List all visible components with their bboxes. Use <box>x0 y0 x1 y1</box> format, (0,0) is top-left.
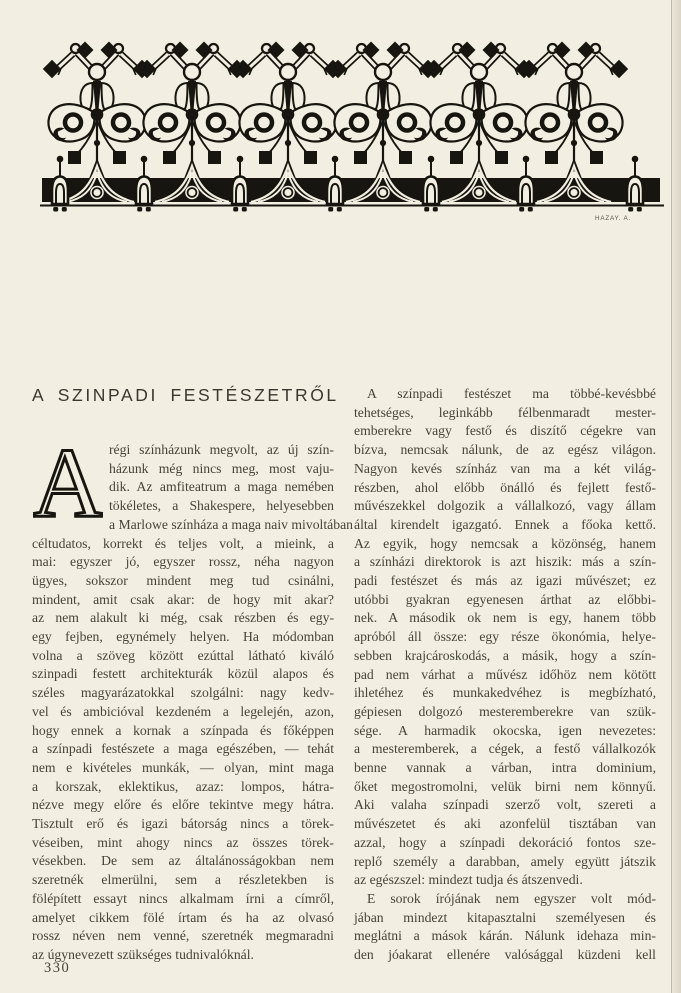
text-line: nek. A második ok nem is egy, hanem több <box>354 610 656 626</box>
text-line: művészekkel dolgozik a vállalkozó, vagy állam <box>354 498 656 514</box>
text-line: Az egyik, hogy nemcsak a közönség, hanem <box>354 535 656 551</box>
text-line: házunk még nincs meg, most vaju- <box>109 460 334 476</box>
right-column <box>354 385 656 965</box>
text-line: őket megostromolni, velük birni nem könnyű. <box>354 778 656 794</box>
text-line: apróból áll össze: egy része ökonómia, helye- <box>354 629 656 645</box>
text-line: az egészszel: mindezt tudja és átszenvedi. <box>354 872 583 888</box>
text-line: a színházi direktorok is azt hiszik: más a szín- <box>354 554 656 570</box>
text-line: den jóakarat ellenére valósággal küzdeni kell <box>354 947 656 963</box>
text-line: A színpadi festészet ma többé-kevésbbé <box>367 386 656 401</box>
text-line: tehetséges, leginkább félbenmaradt mester- <box>354 404 656 420</box>
text-line: pad nem várhat a művész időhöz nem kötött <box>354 666 656 682</box>
text-line: replő személy a darabban, amely együtt játszik <box>354 853 656 869</box>
text-line: a mesteremberek, a cégek, a festő vállalkozók <box>354 741 656 757</box>
text-line: meglátni a mások kárán. Nálunk idehaza min- <box>354 928 656 944</box>
text-line: rossz néven nem venné, szeretnék megmaradni <box>32 928 334 944</box>
text-line: a Marlowe színháza a maga naiv mivoltában <box>109 516 353 532</box>
text-line: hogy ennek a kornak a színpada és főképpen <box>32 722 334 738</box>
text-line: dik. Az amfiteatrum a maga nemében <box>109 479 334 495</box>
page-edge-shadow <box>671 0 681 993</box>
text-line: szeretnék elmerülni, sem a részletekben is <box>32 872 334 888</box>
ornament-baseline <box>40 205 664 207</box>
text-line: ihletéhez és munkakedvéhez is megbízható, <box>354 685 656 701</box>
text-line: az úgynevezett szükséges tudnivalóknál. <box>32 946 254 962</box>
text-line: által kirendelt igazgató. Ennek a főoka kettő. <box>354 516 656 532</box>
left-column <box>32 383 353 965</box>
text-line: sége. A harmadik okocska, igen nevezetes: <box>354 722 656 738</box>
text-line: céltudatos, korrekt és teljes volt, a mieink, a <box>32 535 334 551</box>
dropcap-initial <box>33 444 103 519</box>
article-title: A SZINPADI FESTÉSZETRŐL <box>32 385 339 405</box>
text-line: jában mindezt kitapasztalni személyesen és <box>354 909 656 925</box>
text-line: a korszak, eklektikus, azaz: lompos, hátra- <box>32 778 334 794</box>
text-line: volna a szöveg között ezúttal látható kiváló <box>32 647 334 663</box>
header-ornament <box>52 40 650 226</box>
right-column-paragraph-2 <box>354 890 656 965</box>
text-line: nézve megy előre és előre tekintve megy hátra. <box>32 797 334 813</box>
text-line: egy fejben, egynémely helyen. Ha módomban <box>32 629 334 645</box>
text-line: emberekre vagy festő és diszítő cégekre van <box>354 423 656 439</box>
text-line: vésekben. De sem az általánosságokban nem <box>32 853 334 869</box>
text-line: Tisztult erő és igazi bátorság nincs a törek- <box>32 816 334 832</box>
text-line: E sorok írójának nem egyszer volt mód- <box>367 890 656 906</box>
text-line: nem e kivételes munkák, — olyan, mint maga <box>32 759 334 775</box>
left-column-text <box>32 441 353 965</box>
text-line: régi színházunk megvolt, az új szín- <box>109 442 334 457</box>
text-line: gépiesen dolgozó mesteremberekre van szük- <box>354 703 656 719</box>
text-line: utóbbi gyakran egyenesen árthat az előbbi- <box>354 591 656 607</box>
text-line: sebben krajcároskodás, a másik, hogy a szín- <box>354 647 656 663</box>
text-line: padi festészet és más az igazi művészet; ez <box>354 573 656 589</box>
text-line: szinpadi festett architekturák közül alapos és <box>32 666 334 682</box>
text-line: mindent, amit csak akar: de hogy mit akar? <box>32 591 334 607</box>
text-line: véseiben, mint ahogy nincs az összes törek- <box>32 834 334 850</box>
text-line: Aki valaha színpadi szerző volt, szereti a <box>354 797 656 813</box>
text-line: amelyet cikkem fölé írtam és ha az olvasó <box>32 909 334 925</box>
text-line: mai: egyszer jó, egyszer rossz, néha nagyon <box>32 554 334 570</box>
article-body <box>32 383 656 965</box>
text-line: részben, ahol előbb önálló és fejlett festő- <box>354 479 656 495</box>
ornament-signature: HAZAY. A. <box>595 215 632 222</box>
right-column-paragraph-1 <box>354 385 656 890</box>
text-line: vel és ambicióval kezdeném a legelején, azon, <box>32 703 334 719</box>
text-line: művészetet és aki azonfelül tisztában van <box>354 816 656 832</box>
page-number: 330 <box>44 960 71 976</box>
dropcap-letter: A <box>33 444 103 519</box>
text-line: fölépített essayt nincs alkalmam írni a címről, <box>32 890 334 906</box>
text-line: ügyes, sokszor mindent meg tud csinálni, <box>32 572 334 588</box>
text-line: azzal, hogy a színpadi dekoráció fontos sze- <box>354 834 656 850</box>
text-line: Nagyon kevés színház van ma a két világ- <box>354 460 656 476</box>
text-line: széles magyarázatokkal szolgálni: nagy kedv- <box>32 685 334 701</box>
text-line: az nem alakult ki még, csak részben és egy- <box>32 610 334 626</box>
text-line: tökéletes, a Shakespere, helyesebben <box>109 498 334 514</box>
text-line: benne vannak a várban, intra dominium, <box>354 760 656 776</box>
text-line: a színpadi festészete a maga egészében, — tehát <box>32 741 334 757</box>
text-line: bízva, nemcsak nálunk, de az egész világon. <box>354 442 656 458</box>
